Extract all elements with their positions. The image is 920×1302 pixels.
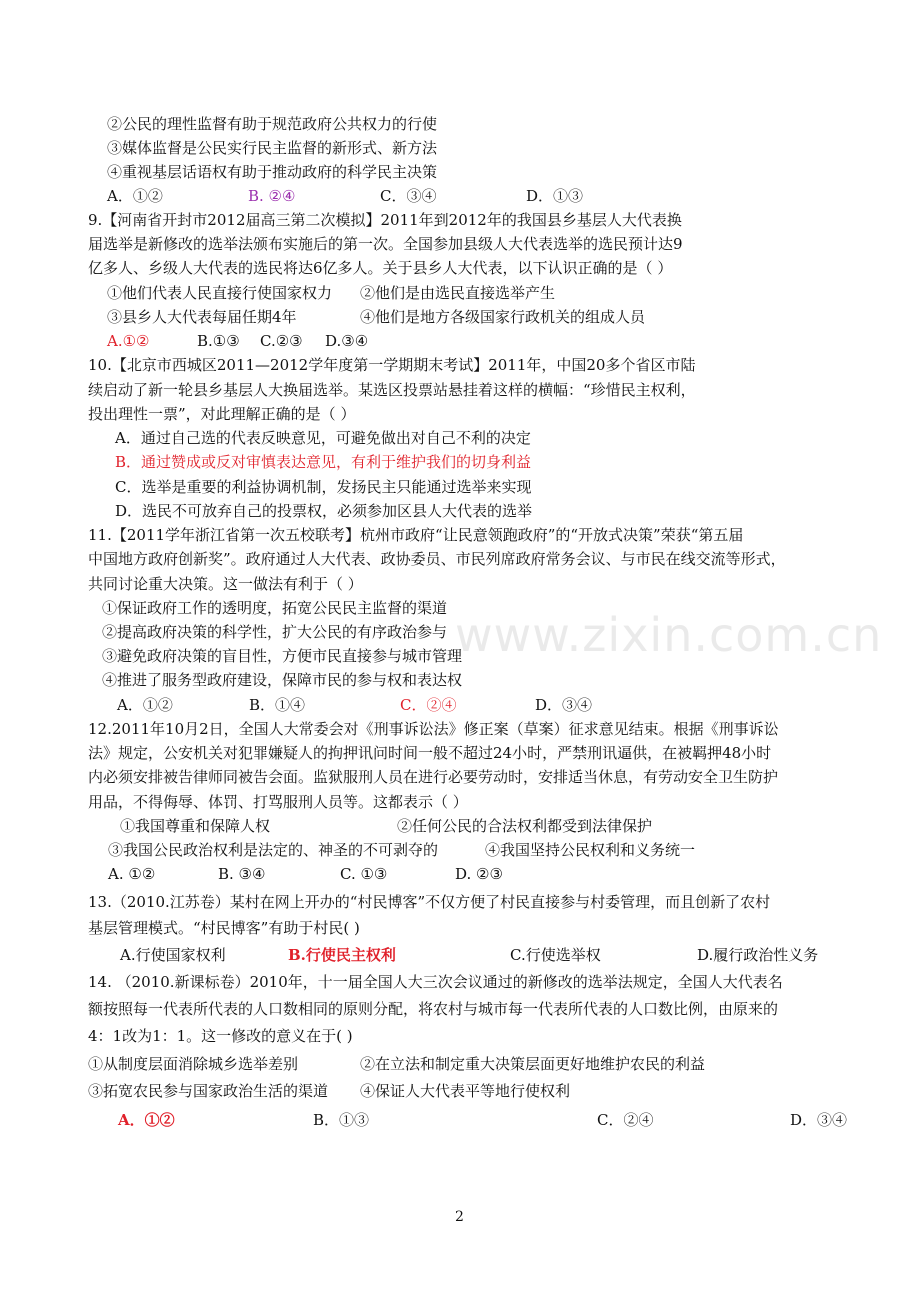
q9-stem-2: 届选举是新修改的选举法颁布实施后的第一次。全国参加县级人大代表选举的选民预计达9: [88, 235, 683, 253]
q11-item-2: ②提高政府决策的科学性，扩大公民的有序政治参与: [102, 623, 448, 641]
q9-item-1: ①他们代表人民直接行使国家权力: [107, 284, 333, 302]
q12-item-4: ④我国坚持公民权利和义务统一: [485, 841, 696, 859]
q11-item-3: ③避免政府决策的盲目性，方便市民直接参与城市管理: [102, 647, 463, 665]
q11-option-a: A．①②: [117, 696, 173, 714]
watermark: www.zixin.com.cn: [455, 608, 883, 662]
q13-stem-2: 基层管理模式。“村民博客”有助于村民( ): [88, 919, 360, 937]
q14-stem-1: 14. （2010.新课标卷）2010年，十一届全国人大三次会议通过的新修改的选举法规定，全国人大代表名: [88, 973, 783, 991]
q11-option-c: C．②④: [400, 696, 457, 714]
q9-option-d: D.③④: [325, 332, 369, 350]
q9-option-b: B.①③: [197, 332, 240, 350]
q12-item-3: ③我国公民政治权利是法定的、神圣的不可剥夺的: [108, 841, 439, 859]
q11-item-4: ④推进了服务型政府建设，保障市民的参与权和表达权: [102, 671, 463, 689]
q9-option-a: A.①②: [107, 332, 150, 350]
q11-stem-1: 11.【2011学年浙江省第一次五校联考】杭州市政府“让民意领跑政府”的“开放式决策”荣获“第五届: [88, 526, 744, 544]
q14-item-3: ③拓宽农民参与国家政治生活的渠道: [88, 1082, 329, 1100]
q10-stem-3: 投出理性一票”，对此理解正确的是（ ）: [88, 405, 356, 423]
q9-stem-3: 亿多人、乡级人大代表的选民将达6亿多人。关于县乡人大代表，以下认识正确的是（ ）: [88, 259, 673, 277]
q12-item-1: ①我国尊重和保障人权: [120, 817, 271, 835]
q9-stem-1: 9.【河南省开封市2012届高三第二次模拟】2011年到2012年的我国县乡基层人大代表换: [88, 211, 682, 229]
q13-option-c: C.行使选举权: [510, 946, 601, 964]
q10-option-a: A．通过自己选的代表反映意见，可避免做出对自己不利的决定: [115, 429, 531, 447]
q14-item-2: ②在立法和制定重大决策层面更好地维护农民的利益: [360, 1055, 706, 1073]
q14-option-b: B．①③: [313, 1111, 370, 1129]
q14-stem-3: 4：1改为1：1。这一修改的意义在于( ): [88, 1027, 353, 1045]
q8-option-c: C．③④: [380, 187, 437, 205]
q10-option-d: D．选民不可放弃自己的投票权，必须参加区县人大代表的选举: [115, 502, 533, 520]
q14-option-c: C．②④: [597, 1111, 654, 1129]
q12-option-c: C. ①③: [340, 865, 388, 883]
q8-item-4: ④重视基层话语权有助于推动政府的科学民主决策: [107, 163, 438, 181]
q14-option-a: A．①②: [118, 1111, 175, 1129]
q13-stem-1: 13.（2010.江苏卷）某村在网上开办的“村民博客”不仅方便了村民直接参与村委管理，而且创新了农村: [88, 893, 771, 911]
q9-item-3: ③县乡人大代表每届任期4年: [107, 308, 297, 326]
q12-option-b: B. ③④: [218, 865, 266, 883]
q11-item-1: ①保证政府工作的透明度，拓宽公民民主监督的渠道: [102, 599, 448, 617]
q14-item-1: ①从制度层面消除城乡选举差别: [88, 1055, 299, 1073]
q14-item-4: ④保证人大代表平等地行使权利: [360, 1082, 571, 1100]
page-number: 2: [455, 1209, 464, 1225]
q12-item-2: ②任何公民的合法权利都受到法律保护: [397, 817, 653, 835]
q11-stem-3: 共同讨论重大决策。这一做法有利于（ ）: [88, 575, 363, 593]
q10-option-c: C．选举是重要的利益协调机制，发扬民主只能通过选举来实现: [115, 478, 532, 496]
q8-item-2: ②公民的理性监督有助于规范政府公共权力的行使: [107, 115, 438, 133]
q13-option-a: A.行使国家权利: [120, 946, 226, 964]
q9-item-2: ②他们是由选民直接选举产生: [360, 284, 556, 302]
q12-option-a: A. ①②: [108, 865, 156, 883]
q8-option-d: D．①③: [526, 187, 584, 205]
q9-item-4: ④他们是地方各级国家行政机关的组成人员: [360, 308, 646, 326]
q9-option-c: C.②③: [260, 332, 303, 350]
q8-option-b: B. ②④: [248, 187, 296, 205]
q13-option-b: B.行使民主权利: [288, 946, 396, 964]
q8-item-3: ③媒体监督是公民实行民主监督的新形式、新方法: [107, 139, 438, 157]
q12-stem-2: 法》规定，公安机关对犯罪嫌疑人的拘押讯问时间一般不超过24小时，严禁刑讯逼供，在被羁押48小时: [88, 744, 772, 762]
q14-stem-2: 额按照每一代表所代表的人口数相同的原则分配，将农村与城市每一代表所代表的人口数比例，由原来的: [88, 1000, 779, 1018]
q12-stem-4: 用品，不得侮辱、体罚、打骂服刑人员等。这都表示（ ）: [88, 793, 468, 811]
q12-stem-3: 内必须安排被告律师同被告会面。监狱服刑人员在进行必要劳动时，安排适当休息，有劳动安全卫生防护: [88, 768, 779, 786]
q14-option-d: D．③④: [790, 1111, 848, 1129]
q11-option-d: D．③④: [535, 696, 593, 714]
q11-stem-2: 中国地方政府创新奖”。政府通过人大代表、政协委员、市民列席政府常务会议、与市民在线交流等形式，: [88, 550, 786, 568]
q12-stem-1: 12.2011年10月2日，全国人大常委会对《刑事诉讼法》修正案（草案）征求意见结束。根据《刑事诉讼: [88, 720, 779, 738]
q13-option-d: D.履行政治性义务: [697, 946, 819, 964]
q11-option-b: B．①④: [249, 696, 306, 714]
q10-option-b: B．通过赞成或反对审慎表达意见，有利于维护我们的切身利益: [115, 453, 532, 471]
q10-stem-2: 续启动了新一轮县乡基层人大换届选举。某选区投票站悬挂着这样的横幅：“珍惜民主权利，: [88, 381, 696, 399]
q12-option-d: D. ②③: [455, 865, 503, 883]
q8-option-a: A．①②: [107, 187, 163, 205]
q10-stem-1: 10.【北京市西城区2011—2012学年度第一学期期末考试】2011年，中国20多个省区市陆: [88, 356, 696, 374]
